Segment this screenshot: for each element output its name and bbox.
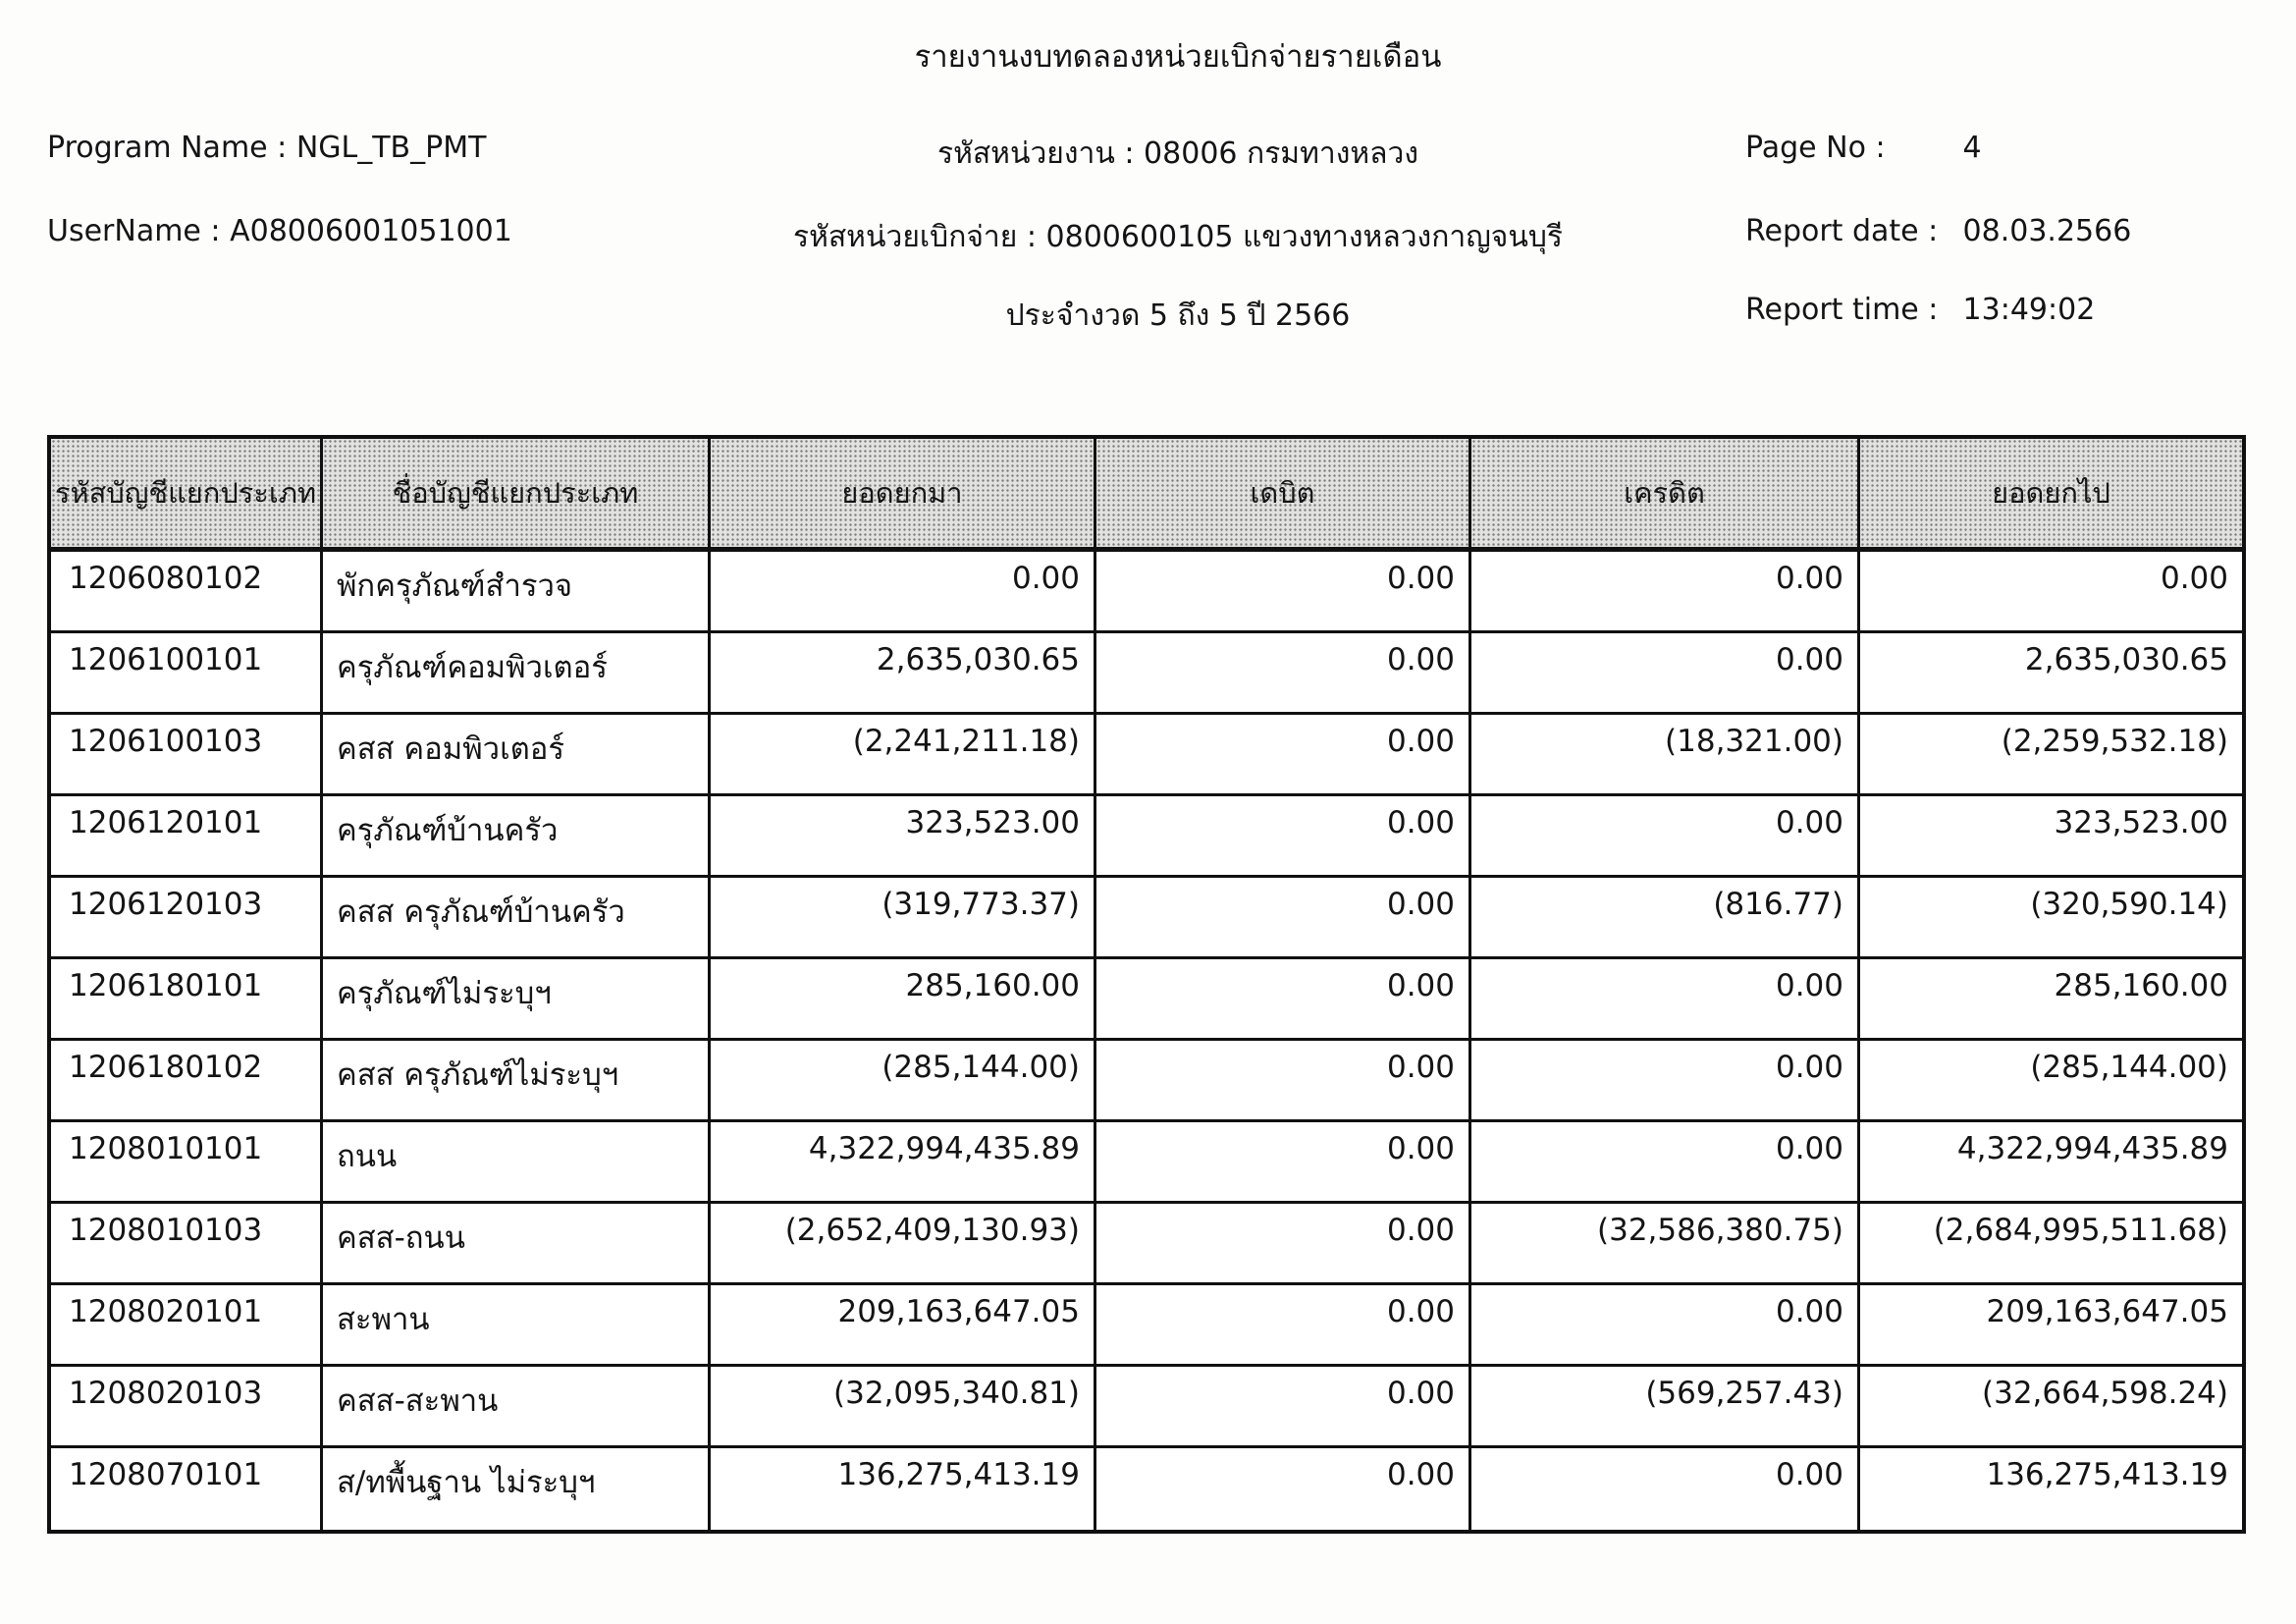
table-row <box>51 1448 2242 1530</box>
page-no-line <box>1745 131 1982 165</box>
table-row <box>51 715 2242 796</box>
username-value: A08006001051001 <box>230 214 512 248</box>
account-code-cell: 1208070101 <box>51 1448 323 1530</box>
page-no-label: Page No : <box>1745 131 1886 165</box>
debit-cell: 0.00 <box>1096 878 1471 959</box>
credit-cell: 0.00 <box>1471 1285 1860 1367</box>
brought-forward-cell: 0.00 <box>711 552 1096 633</box>
report-date-value: 08.03.2566 <box>1962 214 2132 248</box>
carried-forward-cell: (285,144.00) <box>1860 1041 2242 1122</box>
credit-cell: (18,321.00) <box>1471 715 1860 796</box>
report-date-label: Report date : <box>1745 214 1939 248</box>
debit-cell: 0.00 <box>1096 1285 1471 1367</box>
carried-forward-cell: 285,160.00 <box>1860 959 2242 1041</box>
account-name-cell: คสส-ถนน <box>323 1204 711 1285</box>
col-header-debit: เดบิต <box>1096 439 1471 547</box>
table-body <box>51 552 2242 1530</box>
carried-forward-cell: 4,322,994,435.89 <box>1860 1122 2242 1204</box>
account-code-cell: 1206100101 <box>51 633 323 715</box>
debit-cell: 0.00 <box>1096 1448 1471 1530</box>
account-code-cell: 1208010101 <box>51 1122 323 1204</box>
brought-forward-cell: (32,095,340.81) <box>711 1367 1096 1448</box>
brought-forward-cell: 209,163,647.05 <box>711 1285 1096 1367</box>
account-code-cell: 1206120103 <box>51 878 323 959</box>
account-name-cell: ครุภัณฑ์คอมพิวเตอร์ <box>323 633 711 715</box>
account-name-cell: ครุภัณฑ์บ้านครัว <box>323 796 711 878</box>
account-code-cell: 1206180101 <box>51 959 323 1041</box>
report-title: รายงานงบทดลองหน่วยเบิกจ่ายรายเดือน <box>914 39 1442 75</box>
col-header-account-name: ชื่อบัญชีแยกประเภท <box>323 439 711 547</box>
col-header-carried-forward: ยอดยกไป <box>1860 439 2242 547</box>
program-name-value: NGL_TB_PMT <box>295 131 487 165</box>
credit-cell: (816.77) <box>1471 878 1860 959</box>
agency-code-line: รหัสหน่วยงาน : 08006 กรมทางหลวง <box>936 136 1419 171</box>
credit-cell: 0.00 <box>1471 959 1860 1041</box>
col-header-credit: เครดิต <box>1471 439 1860 547</box>
table-row <box>51 1367 2242 1448</box>
brought-forward-cell: (285,144.00) <box>711 1041 1096 1122</box>
program-name-label: Program Name : <box>47 131 288 165</box>
account-code-cell: 1208020103 <box>51 1367 323 1448</box>
carried-forward-cell: (32,664,598.24) <box>1860 1367 2242 1448</box>
debit-cell: 0.00 <box>1096 1367 1471 1448</box>
credit-cell: 0.00 <box>1471 1122 1860 1204</box>
brought-forward-cell: 2,635,030.65 <box>711 633 1096 715</box>
credit-cell: 0.00 <box>1471 1448 1860 1530</box>
account-name-cell: คสส ครุภัณฑ์บ้านครัว <box>323 878 711 959</box>
account-name-cell: ครุภัณฑ์ไม่ระบุฯ <box>323 959 711 1041</box>
carried-forward-cell: (320,590.14) <box>1860 878 2242 959</box>
carried-forward-cell: 2,635,030.65 <box>1860 633 2242 715</box>
period-line: ประจำงวด 5 ถึง 5 ปี 2566 <box>1005 298 1351 333</box>
username-line <box>47 214 512 248</box>
report-time-line <box>1745 293 2095 327</box>
debit-cell: 0.00 <box>1096 1204 1471 1285</box>
carried-forward-cell: 136,275,413.19 <box>1986 1457 2228 1492</box>
account-name-cell: ส/ทพื้นฐาน ไม่ระบุฯ <box>323 1448 711 1530</box>
table-header-row <box>51 439 2242 552</box>
table-row <box>51 1041 2242 1122</box>
account-code-cell: 1208010103 <box>51 1204 323 1285</box>
account-name-cell: สะพาน <box>323 1285 711 1367</box>
table-row <box>51 1285 2242 1367</box>
report-date-line <box>1745 214 2131 248</box>
program-name-line <box>47 131 486 165</box>
account-name-cell: คสส คอมพิวเตอร์ <box>323 715 711 796</box>
carried-forward-cell: 209,163,647.05 <box>1860 1285 2242 1367</box>
table-row <box>51 552 2242 633</box>
col-header-account-code: รหัสบัญชีแยกประเภท <box>51 439 323 547</box>
table-row <box>51 633 2242 715</box>
table-row <box>51 1122 2242 1204</box>
debit-cell: 0.00 <box>1096 1122 1471 1204</box>
carried-forward-cell: (2,259,532.18) <box>1860 715 2242 796</box>
debit-cell: 0.00 <box>1096 633 1471 715</box>
account-code-cell: 1206120101 <box>51 796 323 878</box>
carried-forward-cell: 323,523.00 <box>1860 796 2242 878</box>
account-name-cell: พักครุภัณฑ์สำรวจ <box>323 552 711 633</box>
debit-cell: 0.00 <box>1096 715 1471 796</box>
username-label: UserName : <box>47 214 221 248</box>
brought-forward-cell: (319,773.37) <box>711 878 1096 959</box>
credit-cell: (32,586,380.75) <box>1471 1204 1860 1285</box>
debit-cell: 0.00 <box>1096 959 1471 1041</box>
trial-balance-table <box>47 435 2246 1534</box>
account-code-cell: 1206080102 <box>51 552 323 633</box>
brought-forward-cell: (2,241,211.18) <box>711 715 1096 796</box>
debit-cell: 0.00 <box>1096 1041 1471 1122</box>
debit-cell: 0.00 <box>1096 796 1471 878</box>
brought-forward-cell: (2,652,409,130.93) <box>711 1204 1096 1285</box>
account-name-cell: ถนน <box>323 1122 711 1204</box>
credit-cell: (569,257.43) <box>1471 1367 1860 1448</box>
table-row <box>51 796 2242 878</box>
brought-forward-cell: 285,160.00 <box>711 959 1096 1041</box>
account-code-cell: 1208020101 <box>51 1285 323 1367</box>
disbursement-unit-line: รหัสหน่วยเบิกจ่าย : 0800600105 แขวงทางหลวงกาญจนบุรี <box>792 220 1564 254</box>
credit-cell: 0.00 <box>1471 796 1860 878</box>
table-row <box>51 1204 2242 1285</box>
account-code-cell: 1206100103 <box>51 715 323 796</box>
account-code-cell: 1206180102 <box>51 1041 323 1122</box>
brought-forward-cell: 323,523.00 <box>711 796 1096 878</box>
credit-cell: 0.00 <box>1471 552 1860 633</box>
brought-forward-cell: 4,322,994,435.89 <box>711 1122 1096 1204</box>
report-time-label: Report time : <box>1745 293 1939 327</box>
credit-cell: 0.00 <box>1471 633 1860 715</box>
credit-cell: 0.00 <box>1471 1041 1860 1122</box>
carried-forward-cell: 0.00 <box>1860 552 2242 633</box>
col-header-brought-forward: ยอดยกมา <box>711 439 1096 547</box>
page-no-value: 4 <box>1962 131 1982 165</box>
table-row <box>51 878 2242 959</box>
carried-forward-cell: (2,684,995,511.68) <box>1860 1204 2242 1285</box>
table-row <box>51 959 2242 1041</box>
account-name-cell: คสส-สะพาน <box>323 1367 711 1448</box>
report-time-value: 13:49:02 <box>1962 293 2096 327</box>
brought-forward-cell: 136,275,413.19 <box>711 1448 1096 1530</box>
debit-cell: 0.00 <box>1096 552 1471 633</box>
account-name-cell: คสส ครุภัณฑ์ไม่ระบุฯ <box>323 1041 711 1122</box>
